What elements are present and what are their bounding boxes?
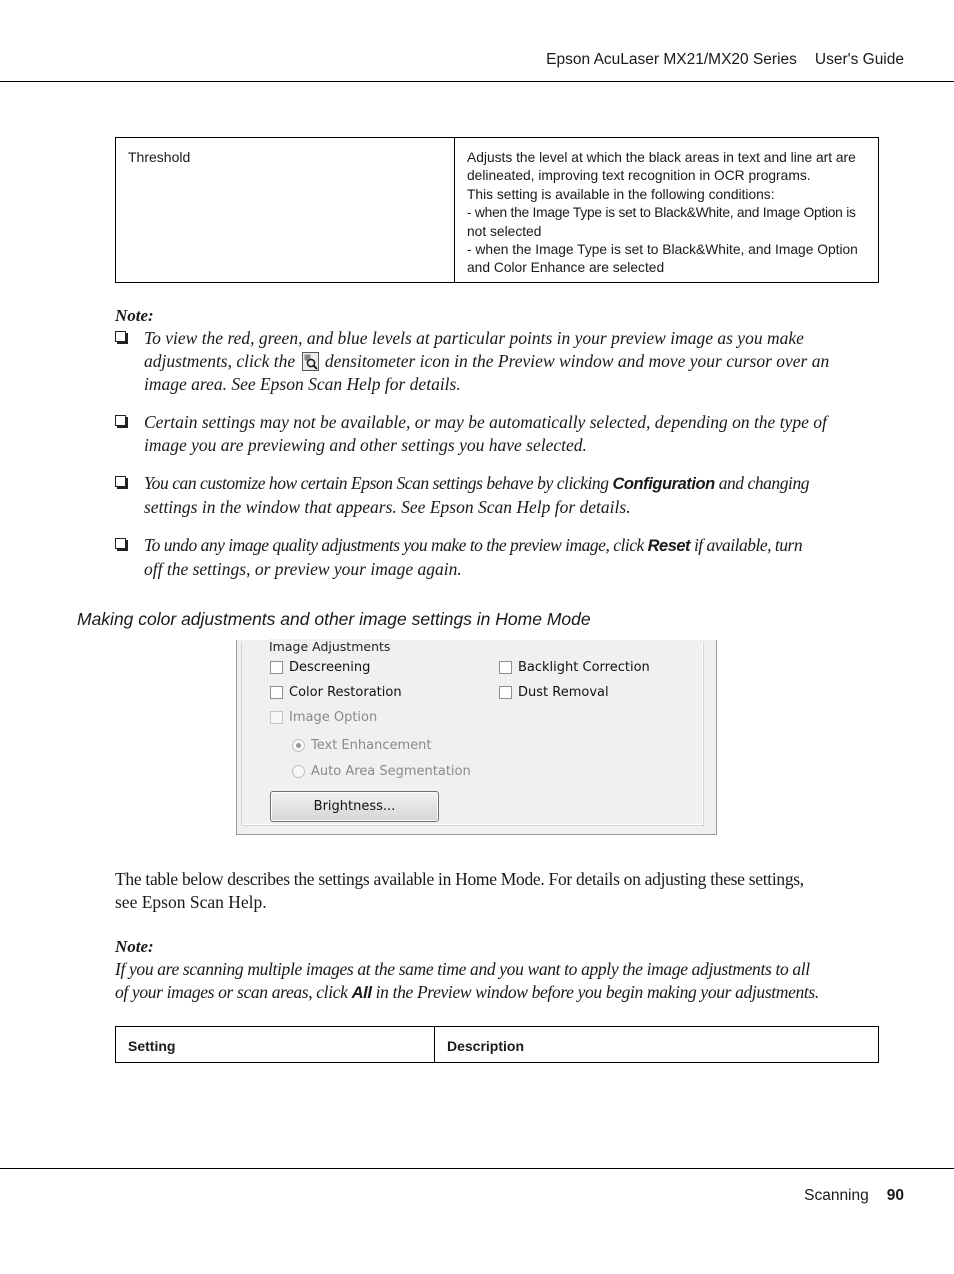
brightness-button[interactable]: Brightness... xyxy=(270,791,439,822)
description-line: This setting is available in the following conditions: xyxy=(467,186,775,202)
page-footer xyxy=(804,1187,904,1205)
text-enhancement-radio[interactable] xyxy=(292,739,305,752)
note-text-line: of your images or scan areas, click All in the Preview window before you begin making your adjustments. xyxy=(115,982,819,1002)
column-header-description: Description xyxy=(447,1038,525,1054)
note-text-line: If you are scanning multiple images at the same time and you want to apply the image adjustments to all xyxy=(115,959,810,979)
description-line: not selected xyxy=(467,223,542,239)
description-line: - when the Image Type is set to Black&White, and Image Option is xyxy=(467,205,856,221)
paragraph-line: The table below describes the settings available in Home Mode. For details on adjusting these settings, xyxy=(115,869,804,889)
section-heading: Making color adjustments and other image settings in Home Mode xyxy=(77,609,591,629)
reset-keyword: Reset xyxy=(647,537,691,555)
color-restoration-label[interactable]: Color Restoration xyxy=(289,685,402,700)
bullet-text-line: To view the red, green, and blue levels at particular points in your preview image as you make xyxy=(144,328,804,348)
all-keyword: All xyxy=(351,984,372,1002)
table-divider xyxy=(454,138,455,282)
bullet-text-line: off the settings, or preview your image again. xyxy=(144,559,462,579)
bullet-text-line: adjustments, click the densitometer icon in the Preview window and move your cursor over an xyxy=(144,351,830,371)
header-title xyxy=(546,51,904,69)
bullet-text-line: To undo any image quality adjustments you make to the preview image, click Reset if available, turn xyxy=(144,535,803,555)
note-label: Note: xyxy=(115,937,154,956)
note-bullet-2 xyxy=(115,411,877,457)
bullet-text-line: image you are previewing and other settings you have selected. xyxy=(144,435,587,455)
note-bullet-3 xyxy=(115,472,877,518)
table-divider xyxy=(434,1027,435,1062)
column-header-setting: Setting xyxy=(128,1038,176,1054)
dust-removal-label[interactable]: Dust Removal xyxy=(518,685,609,700)
text-enhancement-label[interactable]: Text Enhancement xyxy=(311,738,432,753)
dust-removal-checkbox[interactable] xyxy=(499,686,512,699)
bullet-text-line: Certain settings may not be available, or may be automatically selected, depending on the type of xyxy=(144,412,827,432)
threshold-description xyxy=(467,149,872,278)
paragraph-line: see Epson Scan Help. xyxy=(115,892,267,912)
header-product: Epson AcuLaser MX21/MX20 Series xyxy=(546,51,797,68)
intro-paragraph xyxy=(115,868,885,914)
page-number: 90 xyxy=(886,1187,904,1204)
bullet-text-line: You can customize how certain Epson Scan settings behave by clicking Configuration and changing xyxy=(144,473,810,493)
image-option-checkbox[interactable] xyxy=(270,711,283,724)
bullet-text-line: settings in the window that appears. See Epson Scan Help for details. xyxy=(144,497,631,517)
backlight-correction-label[interactable]: Backlight Correction xyxy=(518,660,650,675)
footer-section: Scanning xyxy=(804,1187,869,1204)
description-line: Adjusts the level at which the black areas in text and line art are xyxy=(467,150,856,165)
note-bullet-1 xyxy=(115,327,877,397)
auto-area-segmentation-label[interactable]: Auto Area Segmentation xyxy=(311,764,471,779)
threshold-setting-name: Threshold xyxy=(128,149,191,165)
auto-area-segmentation-radio[interactable] xyxy=(292,765,305,778)
checkbox-bullet-icon xyxy=(115,538,126,549)
image-adjustments-group xyxy=(241,639,704,826)
checkbox-bullet-icon xyxy=(115,415,126,426)
page-header xyxy=(0,0,954,82)
descreening-checkbox[interactable] xyxy=(270,661,283,674)
checkbox-bullet-icon xyxy=(115,476,126,487)
backlight-correction-checkbox[interactable] xyxy=(499,661,512,674)
description-line: and Color Enhance are selected xyxy=(467,260,665,276)
image-option-label[interactable]: Image Option xyxy=(289,710,378,725)
note-bullet-4 xyxy=(115,534,877,580)
footer-rule xyxy=(0,1168,954,1169)
bullet-text-line: image area. See Epson Scan Help for details. xyxy=(144,374,461,394)
description-line: - when the Image Type is set to Black&White, and Image Option xyxy=(467,242,858,258)
image-adjustments-panel xyxy=(236,640,717,835)
group-title: Image Adjustments xyxy=(269,639,391,654)
configuration-keyword: Configuration xyxy=(612,475,715,493)
color-restoration-checkbox[interactable] xyxy=(270,686,283,699)
threshold-table xyxy=(115,137,879,283)
note-label: Note: xyxy=(115,306,154,325)
descreening-label[interactable]: Descreening xyxy=(289,660,371,675)
header-guide: User's Guide xyxy=(814,51,904,68)
densitometer-icon xyxy=(302,352,319,371)
description-line: delineated, improving text recognition in OCR programs. xyxy=(467,168,811,184)
settings-table xyxy=(115,1026,879,1063)
checkbox-bullet-icon xyxy=(115,331,126,342)
radio-selected-dot-icon xyxy=(296,743,301,748)
note-2-text xyxy=(115,958,885,1005)
